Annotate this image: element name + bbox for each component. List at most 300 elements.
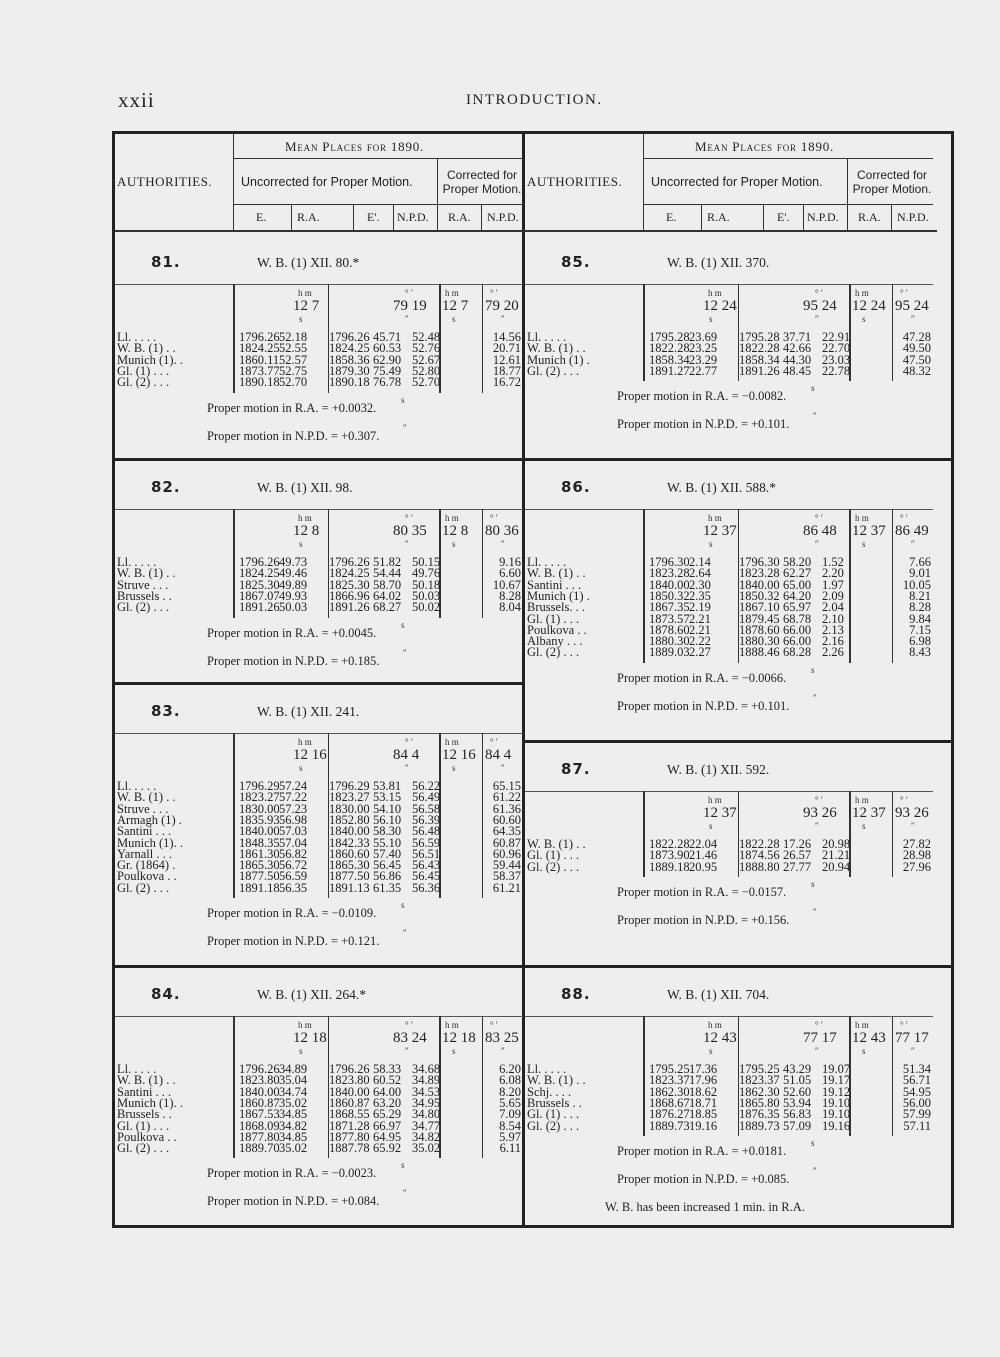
corrected-npd-seconds: 61.21 [492, 880, 521, 895]
unit-arcsec: ″ [813, 692, 817, 703]
unit-hm: h m [855, 1020, 869, 1030]
corrected-line-1: Corrected for [446, 168, 518, 182]
epoch: 1823.37 [649, 1073, 690, 1088]
corrected-ra-hours-minutes: 12 43 [852, 1030, 886, 1046]
epoch-npd: 1876.35 [739, 1107, 780, 1122]
unit-hm: h m [298, 513, 312, 523]
ra-hours-minutes: 12 43 [703, 1030, 737, 1046]
epoch: 1880.30 [649, 634, 690, 649]
epoch: 1796.30 [649, 555, 690, 569]
ra-seconds: 34.89 [279, 1062, 308, 1076]
col-head-5: N.P.D. [897, 210, 929, 224]
ra-seconds: 57.03 [279, 824, 308, 839]
entry-title: W. B. (1) XII. 370. [667, 255, 770, 270]
corrected-ra-seconds: 2.09 [822, 588, 844, 603]
npd-seconds: 60.53 [373, 341, 402, 356]
ra-seconds: 57.04 [279, 835, 308, 850]
npd-seconds: 68.78 [783, 611, 812, 626]
unit-seconds: s [862, 821, 866, 831]
ra-seconds: 18.85 [689, 1107, 718, 1122]
entry-number: 82. [151, 478, 181, 496]
ra-seconds: 57.23 [279, 801, 308, 816]
ra-seconds: 35.02 [279, 1095, 308, 1110]
unit-hm: h m [708, 288, 722, 298]
epoch: 1867.53 [239, 1107, 280, 1122]
subtable-top-rule [115, 1016, 523, 1017]
epoch: 1867.35 [649, 600, 690, 615]
epoch-npd: 1796.30 [739, 555, 780, 569]
corrected-npd-degrees-minutes: 79 20 [485, 298, 519, 314]
epoch: 1865.30 [239, 858, 280, 873]
epoch: 1876.27 [649, 1107, 690, 1122]
ra-seconds: 34.85 [279, 1107, 308, 1122]
corrected-ra-seconds: 21.21 [822, 848, 851, 863]
corrected-npd-seconds: 9.16 [499, 555, 521, 569]
ra-seconds: 49.46 [279, 566, 308, 581]
epoch-npd: 1888.46 [739, 645, 780, 660]
npd-seconds: 66.00 [783, 634, 812, 649]
epoch: 1889.73 [649, 1118, 690, 1133]
epoch: 1825.30 [239, 577, 280, 592]
authority-name: Munich (1) . [527, 352, 590, 367]
unit-hm: h m [298, 288, 312, 298]
corrected-npd-seconds: 49.50 [902, 341, 931, 356]
corrected-ra-hours-minutes: 12 7 [442, 298, 469, 314]
npd-degrees-minutes: 93 26 [803, 805, 837, 821]
npd-seconds: 60.52 [373, 1073, 402, 1088]
corrected-npd-seconds: 7.15 [909, 622, 931, 637]
corrected-npd-seconds: 61.36 [492, 801, 521, 816]
unit-seconds: s [299, 539, 303, 549]
epoch-npd: 1822.28 [739, 341, 780, 356]
npd-seconds: 68.27 [373, 600, 402, 615]
unit-deg-min: ° ′ [405, 288, 413, 298]
entry-title: W. B. (1) XII. 98. [257, 480, 353, 495]
unit-deg-min: ° ′ [405, 1020, 413, 1030]
corrected-npd-seconds: 60.96 [492, 846, 521, 861]
col-head-3: N.P.D. [397, 210, 429, 224]
unit-seconds: s [709, 314, 713, 324]
entry-86 [525, 460, 929, 750]
corrected-ra-seconds: 56.58 [412, 801, 441, 816]
npd-seconds: 62.90 [373, 352, 402, 367]
corrected-npd-seconds: 5.65 [499, 1095, 521, 1110]
epoch-npd: 1874.56 [739, 848, 780, 863]
npd-seconds: 64.95 [373, 1129, 402, 1144]
uncorrected-heading: Uncorrected for Proper Motion. [651, 175, 823, 189]
ra-seconds: 56.98 [279, 812, 308, 827]
proper-motion-npd: Proper motion in N.P.D. = +0.185. [207, 653, 380, 668]
epoch-npd: 1852.80 [329, 812, 370, 827]
npd-seconds: 17.26 [783, 837, 812, 851]
unit-arcsec: ″ [403, 928, 407, 938]
npd-seconds: 63.20 [373, 1095, 402, 1110]
npd-seconds: 62.27 [783, 566, 812, 581]
ra-seconds: 18.62 [689, 1084, 718, 1099]
epoch-npd: 1880.30 [739, 634, 780, 649]
npd-seconds: 42.66 [783, 341, 812, 356]
epoch: 1868.09 [239, 1118, 280, 1133]
epoch-npd: 1823.80 [329, 1073, 370, 1088]
corrected-ra-seconds: 22.91 [822, 330, 851, 344]
npd-seconds: 58.20 [783, 555, 812, 569]
unit-arcsec: ″ [403, 1188, 407, 1199]
authority-name: Santini . . . [117, 824, 172, 839]
authority-name: W. B. (1) . . [117, 566, 176, 581]
corrected-npd-seconds: 58.37 [492, 869, 521, 884]
corrected-ra-hours-minutes: 12 16 [442, 747, 476, 763]
header-divider [291, 204, 292, 230]
epoch: 1796.26 [239, 330, 280, 344]
entry-title: W. B. (1) XII. 592. [667, 762, 770, 777]
corrected-ra-seconds: 52.76 [412, 341, 441, 356]
epoch-npd: 1823.28 [739, 566, 780, 581]
proper-motion-ra: Proper motion in R.A. = +0.0181. [617, 1143, 787, 1158]
corrected-ra-seconds: 34.77 [412, 1118, 441, 1133]
npd-degrees-minutes: 95 24 [803, 298, 837, 314]
subtable-divider [643, 1016, 645, 1136]
corrected-ra-seconds: 2.20 [822, 566, 844, 581]
subtable-top-rule [525, 284, 933, 285]
unit-arcsec: ″ [403, 647, 407, 658]
authority-name: Schj. . . . [527, 1084, 572, 1099]
epoch-npd: 1796.26 [329, 1062, 370, 1076]
unit-arcsec: ″ [403, 422, 407, 433]
authority-name: W. B. (1) . . [527, 837, 586, 851]
npd-seconds: 44.30 [783, 352, 812, 367]
npd-seconds: 56.45 [373, 858, 402, 873]
proper-motion-ra: Proper motion in R.A. = +0.0032. [207, 400, 377, 415]
epoch-npd: 1862.30 [739, 1084, 780, 1099]
authority-name: Ll. . . . . [117, 1062, 157, 1076]
corrected-ra-seconds: 1.52 [822, 555, 844, 569]
corrected-ra-seconds: 20.98 [822, 837, 851, 851]
authority-name: Gl. (2) . . . [527, 645, 580, 660]
authority-name: Gl. (2) . . . [117, 1141, 170, 1156]
corrected-npd-seconds: 14.56 [492, 330, 521, 344]
unit-hm: h m [708, 1020, 722, 1030]
authority-name: Brussels. . . [527, 600, 585, 615]
unit-seconds: s [452, 1046, 456, 1056]
ra-seconds: 2.27 [689, 645, 711, 660]
entry-number: 83. [151, 702, 181, 720]
authority-name: Poulkova . . [117, 1129, 177, 1144]
npd-seconds: 37.71 [783, 330, 812, 344]
ra-seconds: 52.18 [279, 330, 308, 344]
corrected-ra-seconds: 34.68 [412, 1062, 441, 1076]
corrected-npd-degrees-minutes: 84 4 [485, 747, 512, 763]
epoch-npd: 1878.60 [739, 622, 780, 637]
corrected-ra-seconds: 56.51 [412, 846, 441, 861]
proper-motion-npd: Proper motion in N.P.D. = +0.307. [207, 428, 380, 443]
unit-hm: h m [855, 288, 869, 298]
corrected-npd-seconds: 8.04 [499, 600, 521, 615]
running-head: INTRODUCTION. [466, 92, 603, 108]
unit-arcsec: ″ [501, 539, 505, 549]
col-head-2: E'. [367, 210, 380, 224]
unit-deg-min: ° ′ [405, 737, 413, 747]
epoch-npd: 1842.33 [329, 835, 370, 850]
authority-name: W. B. (1) . . [527, 341, 586, 356]
unit-hm: h m [445, 288, 459, 298]
corrected-ra-seconds: 52.80 [412, 363, 441, 378]
epoch-npd: 1866.96 [329, 588, 370, 603]
subtable-divider [643, 791, 645, 877]
epoch: 1840.00 [649, 577, 690, 592]
unit-seconds: s [299, 763, 303, 773]
header-divider [701, 204, 702, 230]
corrected-npd-seconds: 27.82 [902, 837, 931, 851]
unit-arcsec: ″ [815, 539, 819, 549]
authority-name: W. B. (1) . . [117, 790, 176, 805]
ra-seconds: 49.73 [279, 555, 308, 569]
npd-seconds: 45.71 [373, 330, 402, 344]
npd-degrees-minutes: 77 17 [803, 1030, 837, 1046]
corrected-npd-seconds: 48.32 [902, 363, 931, 378]
corrected-ra-seconds: 56.39 [412, 812, 441, 827]
entry-note: W. B. has been increased 1 min. in R.A. [605, 1199, 805, 1214]
corrected-ra-seconds: 50.02 [412, 600, 441, 615]
epoch: 1823.80 [239, 1073, 280, 1088]
subtable-top-rule [525, 1016, 933, 1017]
unit-deg-min: ° ′ [900, 795, 908, 805]
proper-motion-ra: Proper motion in R.A. = −0.0082. [617, 389, 787, 404]
epoch-npd: 1871.28 [329, 1118, 370, 1133]
authority-name: Gl. (1) . . . [527, 848, 580, 863]
unit-seconds: s [299, 1046, 303, 1056]
corrected-npd-seconds: 6.60 [499, 566, 521, 581]
epoch: 1822.28 [649, 837, 690, 851]
proper-motion-npd: Proper motion in N.P.D. = +0.121. [207, 934, 380, 948]
unit-deg-min: ° ′ [815, 795, 823, 805]
proper-motion-npd: Proper motion in N.P.D. = +0.084. [207, 1194, 380, 1209]
npd-seconds: 61.35 [373, 880, 402, 895]
subtable-divider [233, 284, 235, 393]
header-divider [233, 134, 234, 232]
corrected-ra-hours-minutes: 12 24 [852, 298, 886, 314]
col-head-0: E. [666, 210, 677, 224]
corrected-npd-seconds: 8.20 [499, 1084, 521, 1099]
entry-number: 81. [151, 253, 181, 271]
subtable-divider [233, 1016, 235, 1158]
ra-seconds: 22.04 [689, 837, 718, 851]
unit-arcsec: ″ [813, 411, 817, 422]
unit-arcsec: ″ [911, 821, 915, 831]
ra-hours-minutes: 12 8 [293, 523, 320, 539]
corrected-npd-seconds: 5.97 [499, 1129, 521, 1144]
corrected-ra-seconds: 34.53 [412, 1084, 441, 1099]
corrected-npd-seconds: 57.11 [903, 1118, 931, 1133]
corrected-ra-seconds: 56.48 [412, 824, 441, 839]
corrected-ra-seconds: 22.78 [822, 363, 851, 378]
corrected-npd-seconds: 7.09 [499, 1107, 521, 1122]
authority-name: Gl. (1) . . . [527, 611, 580, 626]
entry-84 [115, 967, 519, 1257]
corrected-npd-degrees-minutes: 80 36 [485, 523, 519, 539]
corrected-ra-seconds: 56.43 [412, 858, 441, 873]
ra-seconds: 52.57 [279, 352, 308, 367]
authority-name: Munich (1). . [117, 835, 183, 850]
authorities-heading: AUTHORITIES. [117, 174, 213, 189]
corrected-ra-seconds: 19.17 [822, 1073, 851, 1088]
unit-arcsec: ″ [815, 821, 819, 831]
epoch-npd: 1891.26 [329, 600, 370, 615]
unit-arcsec: ″ [813, 906, 817, 917]
authority-name: Gl. (2) . . . [527, 859, 580, 874]
corrected-line-1: Corrected for [856, 168, 928, 182]
corrected-npd-seconds: 6.08 [499, 1073, 521, 1088]
npd-seconds: 55.10 [373, 835, 402, 850]
ra-seconds: 35.04 [279, 1073, 308, 1088]
subtable-divider [643, 509, 645, 663]
epoch-npd: 1865.30 [329, 858, 370, 873]
corrected-npd-seconds: 59.44 [492, 858, 521, 873]
proper-motion-npd: Proper motion in N.P.D. = +0.156. [617, 912, 790, 927]
col-head-1: R.A. [297, 210, 320, 224]
unit-arcsec: ″ [911, 314, 915, 324]
npd-seconds: 75.49 [373, 363, 402, 378]
proper-motion-ra: Proper motion in R.A. = −0.0109. [207, 906, 377, 920]
corrected-npd-seconds: 60.87 [492, 835, 521, 850]
corrected-npd-seconds: 6.20 [499, 1062, 521, 1076]
corrected-npd-seconds: 8.28 [909, 600, 931, 615]
corrected-ra-seconds: 2.04 [822, 600, 844, 615]
unit-deg-min: ° ′ [490, 288, 498, 298]
ra-seconds: 34.85 [279, 1129, 308, 1144]
npd-degrees-minutes: 80 35 [393, 523, 427, 539]
entry-number: 88. [561, 985, 591, 1003]
header-divider [763, 204, 764, 230]
corrected-ra-seconds: 56.22 [412, 779, 441, 793]
npd-seconds: 57.40 [373, 846, 402, 861]
ra-seconds: 17.36 [689, 1062, 718, 1076]
corrected-npd-seconds: 12.61 [492, 352, 521, 367]
epoch-npd: 1879.45 [739, 611, 780, 626]
epoch-npd: 1889.73 [739, 1118, 780, 1133]
header-divider [803, 204, 804, 230]
epoch: 1850.32 [649, 588, 690, 603]
entry-number: 84. [151, 985, 181, 1003]
ra-seconds: 2.19 [689, 600, 711, 615]
corrected-ra-seconds: 19.07 [822, 1062, 851, 1076]
epoch: 1873.57 [649, 611, 690, 626]
ra-seconds: 52.70 [279, 375, 308, 390]
subtable-divider [233, 509, 235, 618]
header-divider [643, 134, 644, 232]
authority-name: Ll. . . . . [117, 779, 157, 793]
corrected-ra-seconds: 2.13 [822, 622, 844, 637]
unit-seconds: s [401, 1160, 405, 1171]
header-divider [525, 230, 937, 232]
corrected-npd-seconds: 8.21 [909, 588, 931, 603]
corrected-ra-seconds: 56.36 [412, 880, 441, 895]
epoch: 1795.25 [649, 1062, 690, 1076]
npd-seconds: 68.28 [783, 645, 812, 660]
epoch-npd: 1840.00 [739, 577, 780, 592]
authority-name: Ll. . . . . [117, 330, 157, 344]
epoch-npd: 1824.25 [329, 566, 370, 581]
corrected-ra-seconds: 52.67 [412, 352, 441, 367]
epoch-npd: 1796.26 [329, 330, 370, 344]
epoch: 1862.30 [649, 1084, 690, 1099]
epoch-npd: 1823.27 [329, 790, 370, 805]
epoch: 1824.25 [239, 566, 280, 581]
npd-seconds: 65.92 [373, 1141, 402, 1156]
ra-seconds: 34.82 [279, 1118, 308, 1133]
subtable-divider [849, 509, 851, 663]
authority-name: Ll. . . . . [527, 1062, 567, 1076]
unit-deg-min: ° ′ [490, 737, 498, 747]
npd-seconds: 76.78 [373, 375, 402, 390]
unit-seconds: s [299, 314, 303, 324]
col-head-1: R.A. [707, 210, 730, 224]
ra-seconds: 2.22 [689, 634, 711, 649]
npd-degrees-minutes: 79 19 [393, 298, 427, 314]
epoch: 1877.50 [239, 869, 280, 884]
ra-seconds: 34.74 [279, 1084, 308, 1099]
ra-seconds: 20.95 [689, 859, 718, 874]
entry-number: 87. [561, 760, 591, 778]
epoch: 1860.87 [239, 1095, 280, 1110]
epoch-npd: 1823.37 [739, 1073, 780, 1088]
unit-deg-min: ° ′ [815, 1020, 823, 1030]
ra-seconds: 19.16 [689, 1118, 718, 1133]
corrected-npd-seconds: 7.66 [909, 555, 931, 569]
corrected-ra-seconds: 19.10 [822, 1095, 851, 1110]
npd-seconds: 52.60 [783, 1084, 812, 1099]
unit-seconds: s [452, 763, 456, 773]
corrected-npd-seconds: 56.71 [902, 1073, 931, 1088]
npd-seconds: 64.02 [373, 588, 402, 603]
authority-name: Gl. (1) . . . [117, 363, 170, 378]
epoch: 1823.28 [649, 566, 690, 581]
npd-seconds: 56.83 [783, 1107, 812, 1122]
proper-motion-npd: Proper motion in N.P.D. = +0.085. [617, 1171, 790, 1186]
corrected-ra-seconds: 34.82 [412, 1129, 441, 1144]
epoch: 1835.93 [239, 812, 280, 827]
corrected-npd-seconds: 9.84 [909, 611, 931, 626]
epoch-npd: 1840.00 [329, 1084, 370, 1099]
npd-degrees-minutes: 86 48 [803, 523, 837, 539]
corrected-ra-seconds: 34.80 [412, 1107, 441, 1122]
npd-seconds: 51.05 [783, 1073, 812, 1088]
unit-hm: h m [855, 795, 869, 805]
npd-seconds: 64.20 [783, 588, 812, 603]
epoch-npd: 1822.28 [739, 837, 780, 851]
npd-seconds: 66.00 [783, 622, 812, 637]
npd-seconds: 53.81 [373, 779, 402, 793]
unit-seconds: s [862, 314, 866, 324]
col-head-2: E'. [777, 210, 790, 224]
npd-seconds: 48.45 [783, 363, 812, 378]
corrected-ra-seconds: 35.02 [412, 1141, 441, 1156]
epoch: 1840.00 [239, 824, 280, 839]
authority-name: Gl. (2) . . . [527, 1118, 580, 1133]
corrected-ra-seconds: 34.89 [412, 1073, 441, 1088]
authority-name: Brussels . . [117, 1107, 172, 1122]
corrected-ra-seconds: 19.10 [822, 1107, 851, 1122]
unit-arcsec: ″ [405, 539, 409, 549]
epoch-npd: 1868.55 [329, 1107, 370, 1122]
unit-arcsec: ″ [911, 1046, 915, 1056]
epoch-npd: 1796.26 [329, 555, 370, 569]
corrected-ra-seconds: 23.03 [822, 352, 851, 367]
unit-arcsec: ″ [405, 1046, 409, 1056]
authority-name: W. B. (1) . . [117, 341, 176, 356]
corrected-ra-seconds: 19.12 [822, 1084, 851, 1099]
proper-motion-npd: Proper motion in N.P.D. = +0.101. [617, 698, 790, 713]
epoch: 1823.27 [239, 790, 280, 805]
